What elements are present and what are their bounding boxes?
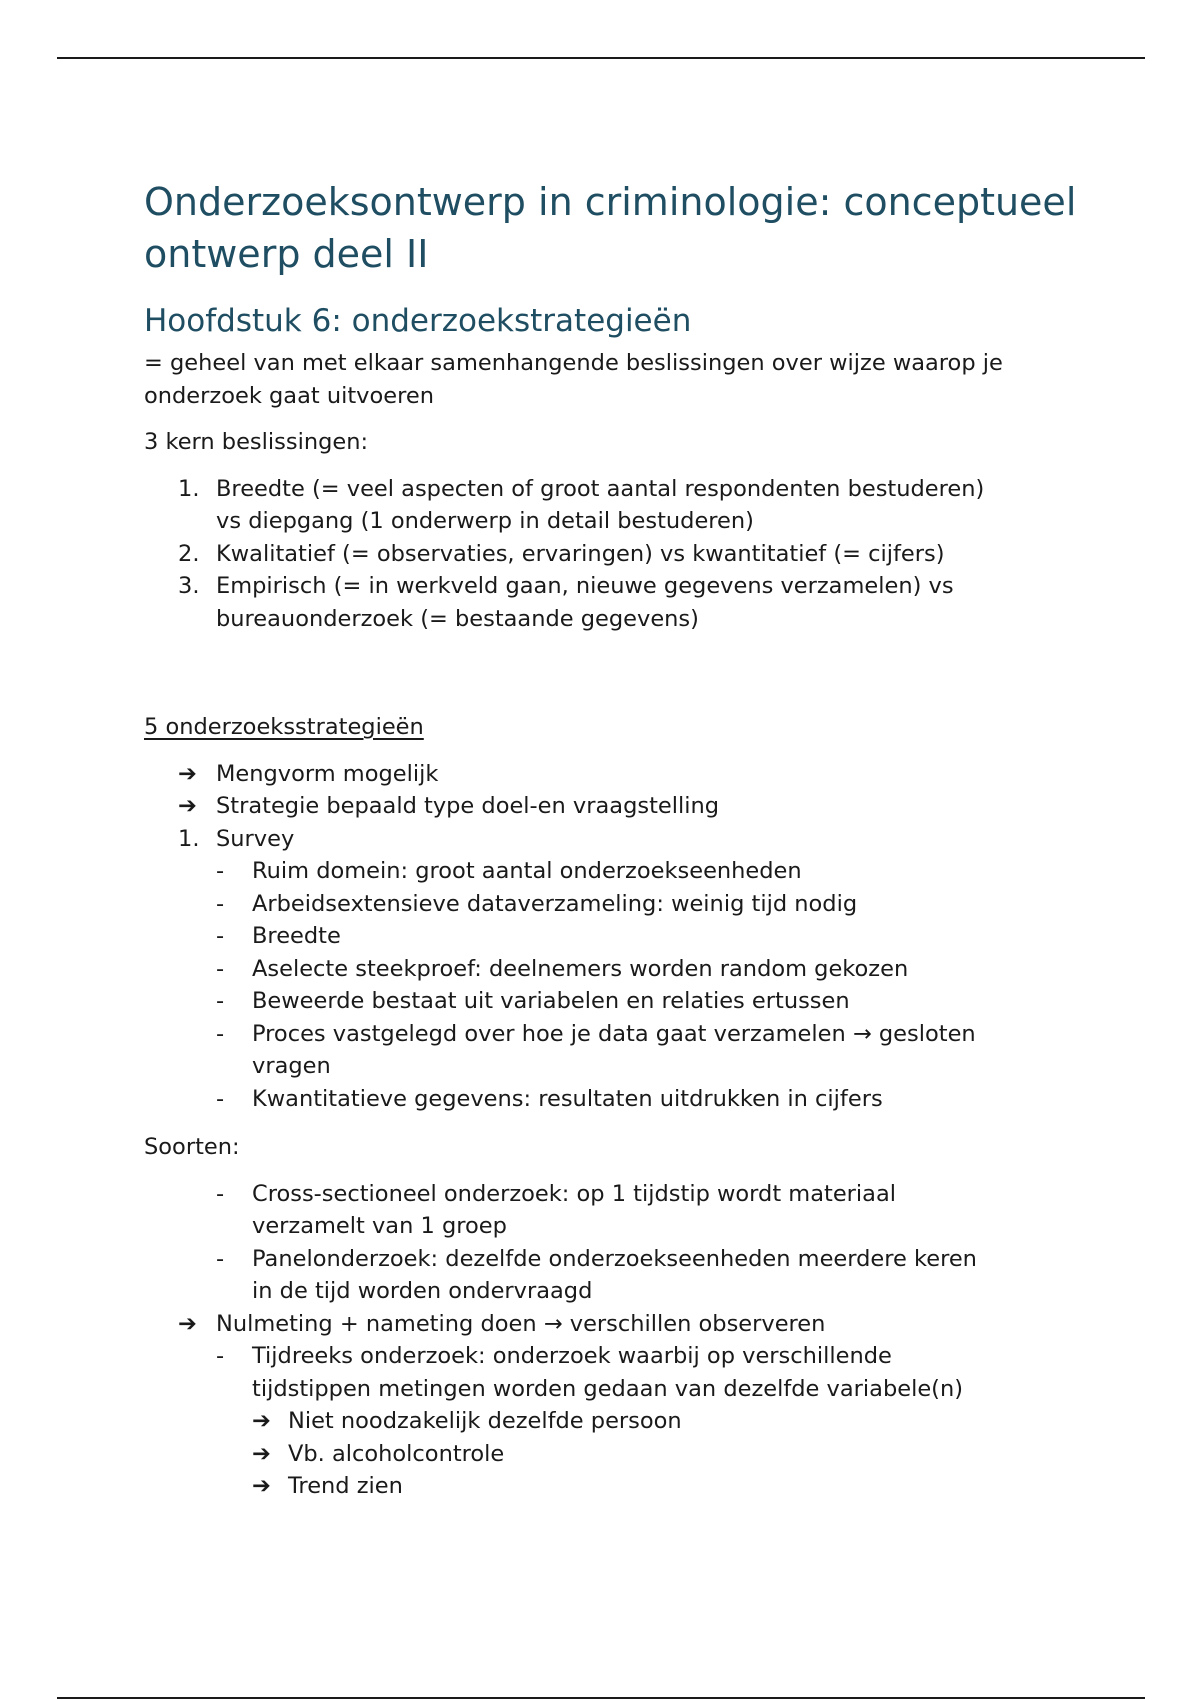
list-item [144,1083,1084,1116]
document-title: Onderzoeksontwerp in criminologie: conceptueel ontwerp deel II [144,180,1077,276]
list-item [144,1308,1084,1341]
list-item [144,473,1084,538]
dash-icon: - [216,1245,225,1272]
list-item-text: Panelonderzoek: dezelfde onderzoekseenheden meerdere keren [252,1245,977,1272]
core-decisions-list [144,473,1084,636]
list-item [144,1018,1084,1083]
list-item-text: Beweerde bestaat uit variabelen en relaties ertussen [252,988,850,1014]
list-item [144,985,1084,1018]
list-item-text: Mengvorm mogelijk [216,760,439,787]
list-item [144,1405,1084,1438]
dash-icon: - [216,923,225,949]
header-rule [57,57,1145,59]
document-body [144,176,1084,1503]
list-item-text: Kwalitatief (= observaties, ervaringen) vs kwantitatief (= cijfers) [216,540,945,567]
list-item [144,570,1084,635]
list-item [144,1178,1084,1243]
list-item-text: Kwantitatieve gegevens: resultaten uitdrukken in cijfers [252,1085,883,1112]
list-item-text: Strategie bepaald type doel-en vraagstelling [216,793,720,819]
arrow-icon: ➔ [178,1310,197,1337]
list-item [144,920,1084,953]
list-item-text: Breedte [252,923,341,949]
chapter-heading: Hoofdstuk 6: onderzoekstrategieën [144,303,692,339]
list-item [144,538,1084,571]
list-number: 1. [178,825,200,852]
dash-icon: - [216,988,225,1014]
arrow-icon: ➔ [178,760,197,787]
list-item-text: Nulmeting + nameting doen → verschillen observeren [216,1310,826,1337]
list-item [144,1243,1084,1308]
list-item-text: Tijdreeks onderzoek: onderzoek waarbij op verschillende [252,1343,892,1369]
core-intro: 3 kern beslissingen: [144,429,369,455]
list-item-text: Breedte (= veel aspecten of groot aantal respondenten bestuderen) [216,475,985,502]
footer-rule [57,1697,1145,1699]
dash-icon: - [216,858,225,884]
arrow-icon: ➔ [252,1408,271,1434]
list-item [144,1470,1084,1503]
list-item [144,953,1084,986]
arrow-icon: ➔ [178,793,197,819]
list-item-text: vragen [252,1053,331,1079]
list-item [144,855,1084,888]
dash-icon: - [216,890,225,917]
list-item-text: Ruim domein: groot aantal onderzoekseenheden [252,858,802,884]
list-item [144,1340,1084,1405]
list-item [144,823,1084,856]
list-item-text: verzamelt van 1 groep [252,1213,507,1239]
strategies-heading: 5 onderzoeksstrategieën [144,714,424,740]
list-number: 1. [178,475,200,502]
list-number: 2. [178,540,200,567]
list-item [144,888,1084,921]
strategies-list [144,758,1084,1116]
dash-icon: - [216,1085,225,1112]
list-item-text: Niet noodzakelijk dezelfde persoon [288,1408,682,1434]
list-item-text: Survey [216,825,295,852]
list-item [144,790,1084,823]
list-item-text: Cross-sectioneel onderzoek: op 1 tijdstip wordt materiaal [252,1180,896,1207]
dash-icon: - [216,1180,225,1207]
arrow-icon: ➔ [252,1473,271,1499]
list-item-text: Trend zien [288,1473,403,1499]
list-item [144,1438,1084,1471]
list-item-text: Proces vastgelegd over hoe je data gaat verzamelen → gesloten [252,1020,976,1047]
list-item-text: Empirisch (= in werkveld gaan, nieuwe gegevens verzamelen) vs [216,573,954,599]
list-number: 3. [178,573,200,599]
types-list [144,1178,1084,1503]
dash-icon: - [216,1020,225,1047]
arrow-icon: ➔ [252,1440,271,1467]
dash-icon: - [216,955,225,982]
dash-icon: - [216,1343,225,1369]
list-item-text: in de tijd worden ondervraagd [252,1278,593,1304]
definition-text: = geheel van met elkaar samenhangende beslissingen over wijze waarop je onderzoek gaat uitvoeren [144,350,1003,409]
list-item [144,758,1084,791]
list-item-text: tijdstippen metingen worden gedaan van dezelfde variabele(n) [252,1375,963,1402]
types-heading: Soorten: [144,1134,240,1160]
list-item-text: vs diepgang (1 onderwerp in detail bestuderen) [216,508,754,534]
list-item-text: bureauonderzoek (= bestaande gegevens) [216,605,699,632]
list-item-text: Arbeidsextensieve dataverzameling: weinig tijd nodig [252,890,858,917]
list-item-text: Aselecte steekproef: deelnemers worden random gekozen [252,955,909,982]
list-item-text: Vb. alcoholcontrole [288,1440,505,1467]
